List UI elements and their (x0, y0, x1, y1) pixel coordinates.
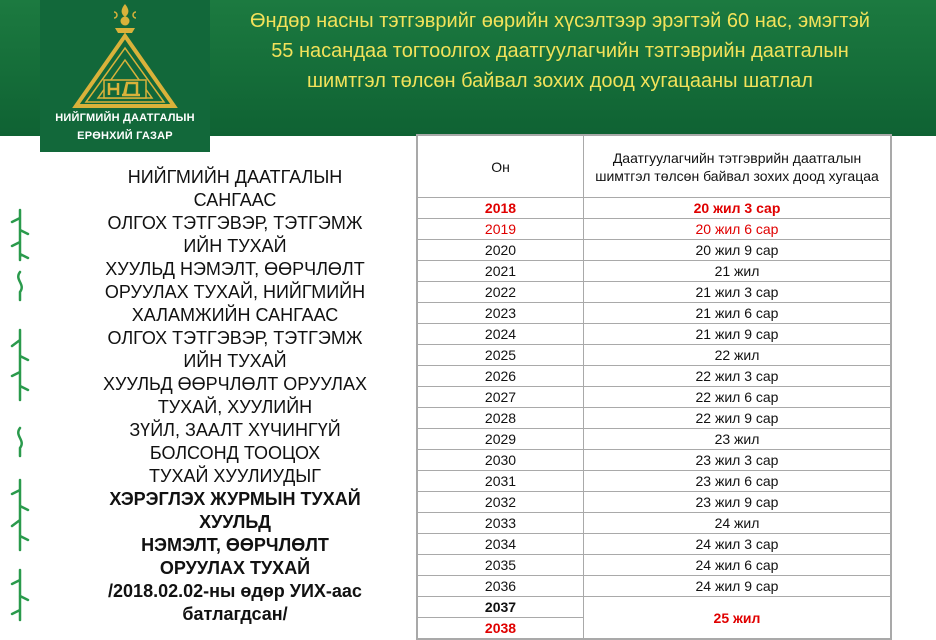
period-cell: 21 жил 6 сар (584, 303, 891, 324)
table-row (418, 324, 891, 345)
law-line: НИЙГМИЙН ДААТГАЛЫН (127, 167, 343, 187)
period-cell-final: 25 жил (584, 597, 891, 639)
organization-name-line-2: ЕРӨНХИЙ ГАЗАР (77, 130, 173, 142)
year-cell: 2030 (418, 450, 584, 471)
period-cell: 24 жил 9 сар (584, 576, 891, 597)
law-line-bold: ОРУУЛАХ ТУХАЙ (159, 558, 311, 578)
year-cell: 2020 (418, 240, 584, 261)
table-row (418, 303, 891, 324)
table-row (418, 366, 891, 387)
header-year: Он (418, 136, 584, 198)
law-line-bold: /2018.02.02-ны өдөр УИХ-аас (108, 581, 362, 601)
law-line: ЗҮЙЛ, ЗААЛТ ХҮЧИНГҮЙ (129, 420, 341, 440)
table-row (418, 261, 891, 282)
year-cell: 2029 (418, 429, 584, 450)
contribution-table-grid (417, 135, 891, 639)
table-row (418, 555, 891, 576)
period-cell: 21 жил 9 сар (584, 324, 891, 345)
table-header-row (418, 136, 891, 198)
year-cell: 2028 (418, 408, 584, 429)
law-line-bold: ХУУЛЬД (199, 512, 271, 532)
period-cell: 20 жил 3 сар (584, 198, 891, 219)
year-cell: 2027 (418, 387, 584, 408)
year-cell: 2018 (418, 198, 584, 219)
table-row (418, 429, 891, 450)
table-row (418, 597, 891, 618)
period-cell: 23 жил 3 сар (584, 450, 891, 471)
year-cell: 2023 (418, 303, 584, 324)
table-row (418, 240, 891, 261)
year-cell: 2033 (418, 513, 584, 534)
law-line: ХУУЛЬД НЭМЭЛТ, ӨӨРЧЛӨЛТ (105, 259, 365, 279)
soyombo-emblem-icon (64, 2, 186, 112)
period-cell: 22 жил 9 сар (584, 408, 891, 429)
table-row (418, 471, 891, 492)
law-line: ХАЛАМЖИЙН САНГААС (131, 305, 339, 325)
period-cell: 24 жил 6 сар (584, 555, 891, 576)
law-line: ТУХАЙ, ХУУЛИЙН (157, 397, 313, 417)
table-row (418, 492, 891, 513)
page-title (200, 6, 920, 96)
year-cell: 2024 (418, 324, 584, 345)
year-cell: 2034 (418, 534, 584, 555)
law-line: ОЛГОХ ТЭТГЭВЭР, ТЭТГЭМЖ (107, 213, 363, 233)
law-line: ОЛГОХ ТЭТГЭВЭР, ТЭТГЭМЖ (107, 328, 363, 348)
law-line: ТУХАЙ ХУУЛИУДЫГ (149, 466, 321, 486)
law-description (60, 166, 410, 626)
period-cell: 21 жил 3 сар (584, 282, 891, 303)
contribution-table (416, 134, 892, 640)
title-line-1: Өндөр насны тэтгэврийг өөрийн хүсэлтээр эрэгтэй 60 нас, эмэгтэй (250, 10, 870, 32)
law-line: САНГААС (193, 190, 277, 210)
year-cell: 2019 (418, 219, 584, 240)
year-cell: 2026 (418, 366, 584, 387)
period-cell: 22 жил 3 сар (584, 366, 891, 387)
table-row (418, 408, 891, 429)
period-cell: 24 жил (584, 513, 891, 534)
year-cell: 2025 (418, 345, 584, 366)
table-row (418, 450, 891, 471)
law-line: ХУУЛЬД ӨӨРЧЛӨЛТ ОРУУЛАХ (102, 374, 368, 394)
period-cell: 22 жил (584, 345, 891, 366)
year-cell: 2021 (418, 261, 584, 282)
period-cell: 23 жил 6 сар (584, 471, 891, 492)
table-row (418, 534, 891, 555)
period-cell: 23 жил 9 сар (584, 492, 891, 513)
period-cell: 21 жил (584, 261, 891, 282)
period-cell: 24 жил 3 сар (584, 534, 891, 555)
law-line: ИЙН ТУХАЙ (183, 236, 287, 256)
period-cell: 23 жил (584, 429, 891, 450)
table-row (418, 387, 891, 408)
organization-name-line-1: НИЙГМИЙН ДААТГАЛЫН (55, 112, 195, 124)
table-body (418, 198, 891, 639)
law-line-bold: батлагдсан/ (182, 604, 288, 624)
law-line-bold: ХЭРЭГЛЭХ ЖУРМЫН ТУХАЙ (109, 489, 361, 509)
law-line: БОЛСОНД ТООЦОХ (149, 443, 321, 463)
organization-logo-block (40, 0, 210, 152)
table-row (418, 576, 891, 597)
table-row (418, 282, 891, 303)
law-line: ОРУУЛАХ ТУХАЙ, НИЙГМИЙН (104, 282, 366, 302)
year-cell: 2022 (418, 282, 584, 303)
title-line-2: 55 насандаа тогтоолгох даатгуулагчийн тэтгэврийн даатгалын (271, 40, 849, 62)
table-row (418, 513, 891, 534)
mongolian-script-icon (0, 200, 40, 630)
title-line-3: шимтгэл төлсөн байвал зохих доод хугацааны шатлал (307, 70, 813, 92)
table-row (418, 198, 891, 219)
period-cell: 20 жил 9 сар (584, 240, 891, 261)
period-cell: 22 жил 6 сар (584, 387, 891, 408)
year-cell: 2038 (418, 618, 584, 639)
year-cell: 2035 (418, 555, 584, 576)
header-period: Даатгуулагчийн тэтгэврийн даатгалын шимтгэл төлсөн байвал зохих доод хугацаа (584, 136, 891, 198)
year-cell: 2036 (418, 576, 584, 597)
law-line-bold: НЭМЭЛТ, ӨӨРЧЛӨЛТ (141, 535, 329, 555)
year-cell: 2032 (418, 492, 584, 513)
year-cell: 2037 (418, 597, 584, 618)
table-row (418, 219, 891, 240)
period-cell: 20 жил 6 сар (584, 219, 891, 240)
table-row (418, 345, 891, 366)
law-line: ИЙН ТУХАЙ (183, 351, 287, 371)
year-cell: 2031 (418, 471, 584, 492)
